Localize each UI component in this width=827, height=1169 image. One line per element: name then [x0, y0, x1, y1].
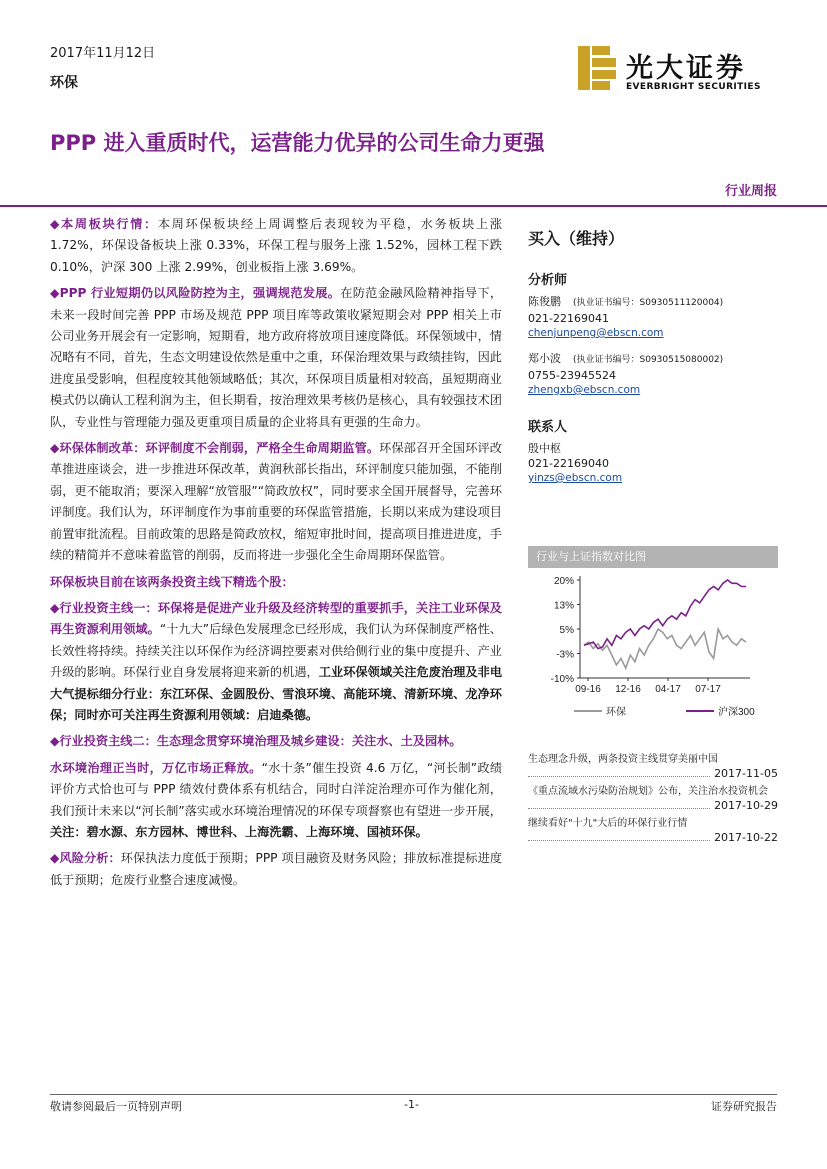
- x-tick-label: 09-16: [575, 684, 601, 695]
- y-tick-label: -10%: [550, 674, 574, 685]
- y-tick-label: 5%: [559, 625, 574, 636]
- contact-email[interactable]: yinzs@ebscn.com: [528, 472, 623, 484]
- legend-label: 环保: [606, 707, 626, 718]
- footer-disclaimer: 敬请参阅最后一页特别声明: [50, 1100, 182, 1113]
- analyst-heading: 分析师: [528, 273, 568, 288]
- para-bold: 关注：碧水源、东方园林、博世科、上海洗霸、上海环境、国祯环保。: [50, 824, 428, 839]
- para-head: ◆PPP 行业短期仍以风险防控为主，强调规范发展。: [50, 286, 341, 301]
- header-divider: [0, 205, 827, 207]
- related-reports: [528, 752, 778, 848]
- logo-text-en: EVERBRIGHT SECURITIES: [626, 82, 761, 92]
- analyst-phone: 021-22169041: [528, 312, 609, 325]
- para-text: 环保执法力度低于预期；PPP 项目融资及财务风险；排放标准提标进度低于预期；危废行业整合速度减慢。: [50, 851, 503, 887]
- analyst-cert: (执业证书编号：S0930515080002): [573, 355, 724, 365]
- contact-phone: 021-22169040: [528, 457, 609, 470]
- analyst-card: [528, 351, 778, 398]
- y-tick-label: -3%: [556, 649, 574, 661]
- para-head: 水环境治理正当时，万亿市场正释放。: [50, 760, 262, 775]
- logo-text-cn: 光大证券: [626, 53, 746, 84]
- related-date: 2017-11-05: [714, 767, 778, 780]
- series-line: [584, 580, 746, 649]
- para-head: 环保板块目前在该两条投资主线下精选个股：: [50, 574, 294, 589]
- analyst-email[interactable]: zhengxb@ebscn.com: [528, 384, 641, 396]
- para-head: ◆行业投资主线二：生态理念贯穿环境治理及城乡建设：关注水、土及园林。: [50, 734, 462, 749]
- analyst-cert: (执业证书编号：S0930511120004): [573, 298, 724, 308]
- related-report[interactable]: [528, 816, 778, 844]
- paragraph-theme-two: [50, 731, 502, 752]
- x-tick-label: 04-17: [655, 684, 681, 695]
- paragraph-reform: [50, 438, 502, 566]
- footer-label: 证券研究报告: [711, 1100, 777, 1113]
- para-text: “水十条”催生投资 4.6 万亿，“河长制”政绩评价方式恰也可与 PPP 绩效付费体系有机结合，同时白洋淀治理亦可作为催化剂，我们预计未来以“河长制”落实或水环境治理情况的环保专项督察也有望进一步开展，: [50, 760, 503, 818]
- related-title: 《重点流域水污染防治规划》公布，关注治水投资机会: [528, 786, 768, 797]
- related-title: 生态理念升级，两条投资主线贯穿美丽中国: [528, 754, 718, 765]
- page-number: -1-: [404, 1098, 419, 1111]
- analyst-email[interactable]: chenjunpeng@ebscn.com: [528, 327, 664, 339]
- report-date: 2017年11月12日: [50, 46, 156, 61]
- y-tick-label: 13%: [553, 600, 574, 612]
- paragraph-theme-one: [50, 598, 502, 726]
- sidebar: [528, 226, 778, 486]
- related-title: 继续看好"十九"大后的环保行业行情: [528, 818, 688, 829]
- para-head: ◆本周板块行情：: [50, 217, 158, 231]
- paragraph-risk: [50, 848, 502, 891]
- x-tick-label: 07-17: [695, 684, 721, 695]
- contact-name: 殷中枢: [528, 442, 561, 455]
- para-bold: 工业环保领域关注危废治理及非电大气提标细分行业：东江环保、金圆股份、雪浪环境、高能环境、清新环境、龙净环保；同时亦可关注再生资源利用领域：启迪桑德。: [50, 665, 503, 722]
- contact-heading: 联系人: [528, 420, 568, 435]
- related-report[interactable]: [528, 784, 778, 812]
- rating: 买入（维持）: [528, 229, 625, 248]
- para-text: 在防范金融风险精神指导下，未来一段时间完善 PPP 市场及规范 PPP 项目库等政策收紧短期会对 PPP 相关上市公司业务开展会有一定影响，短期看，地方政府将放项目速度降低。环保领域中，情况略有不同，首先，生态文明建设依然是重中之重，环保治理效果与政绩挂钩，因此进度虽受影响，但程度较其他领域略低；其次，环保项目质量相对较高，虽短期商业模式仍以确认工程利润为主，但长期看，按治理效果考核仍是核心，具有较强技术团队，专业性与管理能力强及更重项目质量的企业将具有更强的生命力。: [50, 286, 503, 429]
- related-date: 2017-10-29: [714, 799, 778, 812]
- analyst-phone: 0755-23945524: [528, 369, 616, 382]
- para-text: 环保部召开全国环评改革推进座谈会，进一步推进环保改革，黄润秋部长指出，环评制度只能加强，不能削弱，更不能取消；要深入理解“放管服”“简政放权”，同时要求全国开展督导，完善环评制度。我们认为，环评制度作为事前重要的环保监管措施，长期以来成为建设项目前置审批流程。目前政策的思路是简政放权，缩短审批时间，提高项目推进进度，手续的精简并不意味着监管的削弱，反而将进一步强化全生命周期环保监管。: [50, 441, 502, 563]
- series-line: [584, 629, 746, 668]
- paragraph-market: [50, 214, 502, 278]
- contact-card: [528, 441, 778, 486]
- paragraph-ppp: [50, 283, 502, 433]
- paragraph-picks-intro: [50, 572, 502, 593]
- analyst-name: 陈俊鹏: [528, 295, 561, 308]
- para-head: ◆环保体制改革：环评制度不会削弱，严格全生命周期监管。: [50, 441, 380, 456]
- para-text: 本周环保板块经上周调整后表现较为平稳，水务板块上涨 1.72%，环保设备板块上涨 0.33%，环保工程与服务上涨 1.52%，园林工程下跌 0.10%，沪深 300 上涨 2.99%，创业板指上涨 3.69%。: [50, 217, 502, 274]
- chart-title: 行业与上证指数对比图: [528, 546, 778, 568]
- legend-label: 沪深300: [718, 707, 755, 718]
- paragraph-water: [50, 758, 502, 844]
- para-text: “十九大”后绿色发展理念已经形成，我们认为环保制度严格性、长效性将持续。持续关注以环保作为经济调控要素对供给侧行业的集中度提升、产业升级的影响。环保行业自身发展将迎来新的机遇，: [50, 622, 502, 680]
- para-head: ◆风险分析：: [50, 851, 121, 866]
- comparison-chart: [528, 568, 778, 722]
- footer-divider: [50, 1094, 777, 1095]
- sector-label: 环保: [50, 75, 78, 91]
- report-title: PPP 进入重质时代，运营能力优异的公司生命力更强: [50, 131, 545, 155]
- para-head: ◆行业投资主线一：环保将是促进产业升级及经济转型的重要抓手，关注工业环保及再生资源利用领域。: [50, 600, 502, 637]
- main-body: [50, 214, 502, 896]
- report-type: 行业周报: [724, 184, 777, 199]
- analyst-name: 郑小波: [528, 352, 561, 365]
- y-tick-label: 20%: [553, 576, 574, 587]
- everbright-logo-icon: [578, 46, 620, 92]
- related-date: 2017-10-22: [714, 831, 778, 844]
- related-report[interactable]: [528, 752, 778, 780]
- x-tick-label: 12-16: [615, 684, 641, 695]
- analyst-card: [528, 294, 778, 341]
